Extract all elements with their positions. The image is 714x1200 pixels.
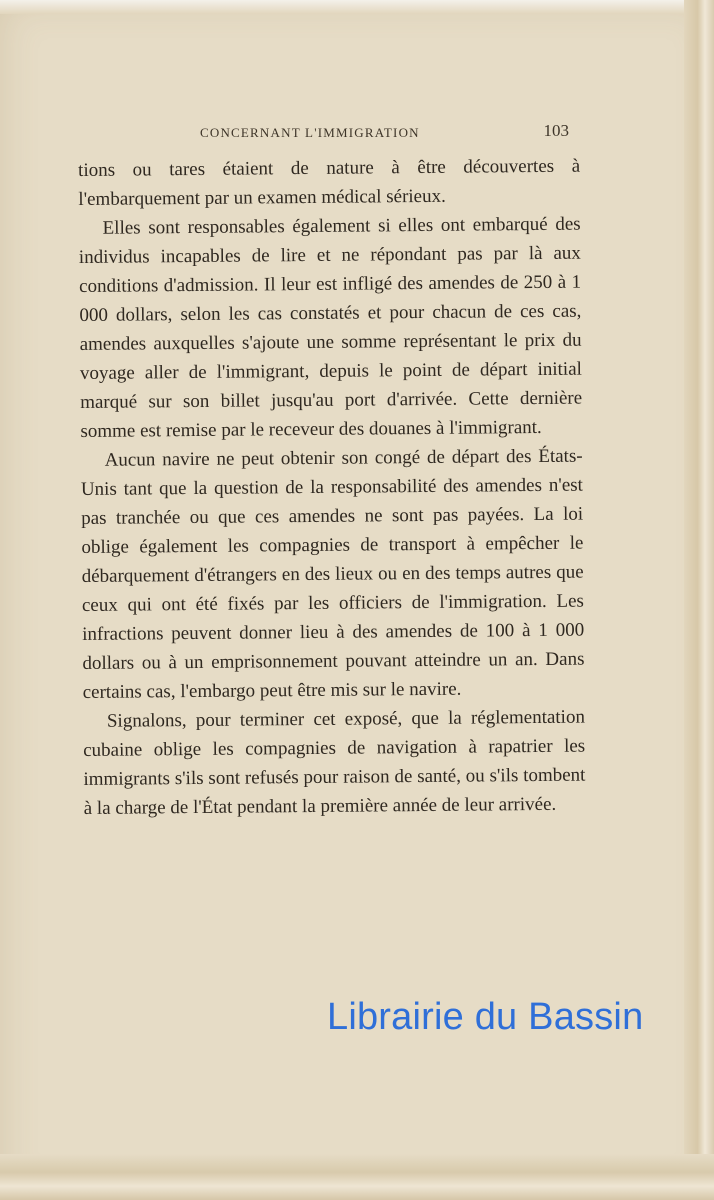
- page-stack-right-edge: [684, 0, 714, 1200]
- running-head: CONCERNANT L'IMMIGRATION: [200, 125, 420, 140]
- body-text: [78, 152, 586, 823]
- paragraph-2: Elles sont responsables également si elles ont embarqué des individus incapables de lire et ne répondant pas par là aux conditions d'admission. Il leur est infligé des amendes de 250 à 1 000 dollars, selon les cas constatés et pour chacun de ces cas, amendes auxquelles s'ajoute une somme représentant le prix du voyage aller de l'immigrant, depuis le point de départ initial marqué sur son billet jusqu'au port d'arrivée. Cette dernière somme est remise par le receveur des douanes à l'immigrant.: [78, 213, 583, 442]
- page-top-shadow: [0, 0, 714, 14]
- watermark-text: Librairie du Bassin: [327, 996, 644, 1038]
- page-number: 103: [543, 121, 569, 140]
- paragraph-4: Signalons, pour terminer cet exposé, que la réglementation cubaine oblige les compagnies de navigation à rapatrier les immigrants s'ils sont refusés pour raison de santé, ou s'ils tombent à la charge de l'État pendant la première année de leur arrivée.: [83, 706, 586, 819]
- page-stack-bottom-edge: [0, 1154, 714, 1200]
- paragraph-3: Aucun navire ne peut obtenir son congé de départ des États-Unis tant que la question de la responsabilité des amendes n'est pas tranchée ou que ces amendes ne sont pas payées. La loi oblige également les compagnies de transport à empêcher le débarquement d'étrangers en des lieux ou en des temps autres que ceux qui ont été fixés par les officiers de l'immigration. Les infractions peuvent donner lieu à des amendes de 100 à 1 000 dollars ou à un emprisonnement pouvant atteindre un an. Dans certains cas, l'embargo peut être mis sur le navire.: [80, 445, 585, 703]
- page-header: [200, 121, 590, 149]
- paragraph-1: tions ou tares étaient de nature à être découvertes à l'embarquement par un examen médical sérieux.: [78, 155, 581, 210]
